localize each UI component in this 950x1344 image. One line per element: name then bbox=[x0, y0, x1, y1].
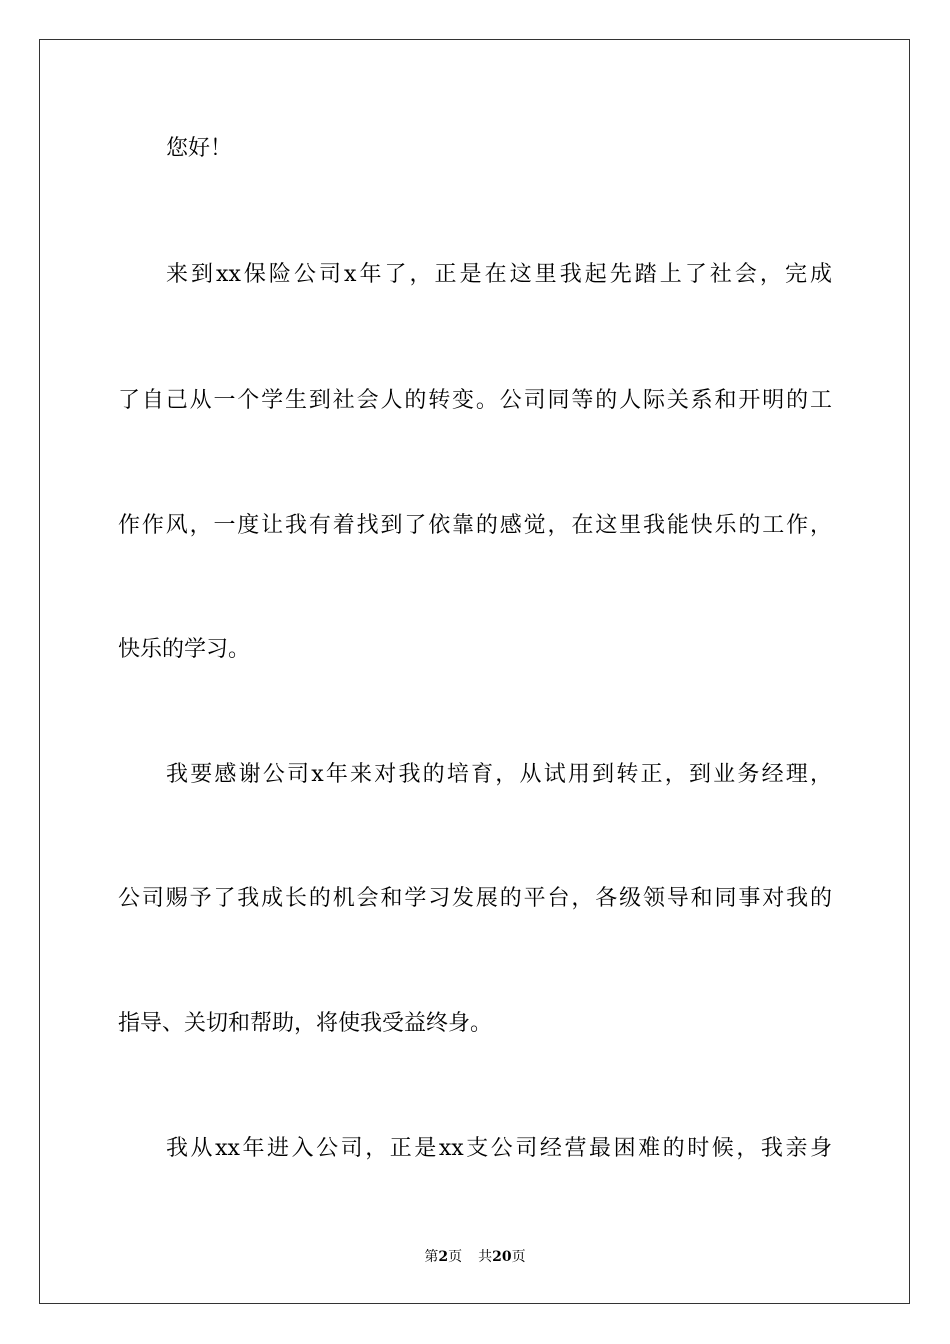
paragraph-1-line-4: 快乐的学习。 bbox=[118, 637, 251, 662]
paragraph-1-line-1: 来到xx保险公司x年了，正是在这里我起先踏上了社会，完成 bbox=[166, 262, 832, 287]
page-frame bbox=[39, 39, 910, 1304]
paragraph-2-line-3: 指导、关切和帮助，将使我受益终身。 bbox=[118, 1011, 493, 1036]
paragraph-3-line-1: 我从xx年进入公司，正是xx支公司经营最困难的时候，我亲身 bbox=[166, 1136, 832, 1161]
paragraph-1-line-3: 作作风，一度让我有着找到了依靠的感觉，在这里我能快乐的工作， bbox=[118, 513, 832, 538]
page-prefix: 第 bbox=[424, 1249, 439, 1265]
greeting-line: 您好！ bbox=[166, 136, 233, 161]
paragraph-2-line-1: 我要感谢公司x年来对我的培育，从试用到转正，到业务经理， bbox=[166, 762, 832, 787]
page-footer bbox=[0, 1248, 950, 1266]
paragraph-1-line-2: 了自己从一个学生到社会人的转变。公司同等的人际关系和开明的工 bbox=[118, 388, 832, 413]
total-prefix: 共 bbox=[478, 1249, 493, 1265]
page-suffix: 页 bbox=[448, 1249, 463, 1265]
total-pages: 20 bbox=[492, 1249, 512, 1265]
paragraph-2-line-2: 公司赐予了我成长的机会和学习发展的平台，各级领导和同事对我的 bbox=[118, 886, 832, 911]
page-number: 2 bbox=[438, 1249, 449, 1265]
total-suffix: 页 bbox=[511, 1249, 526, 1265]
